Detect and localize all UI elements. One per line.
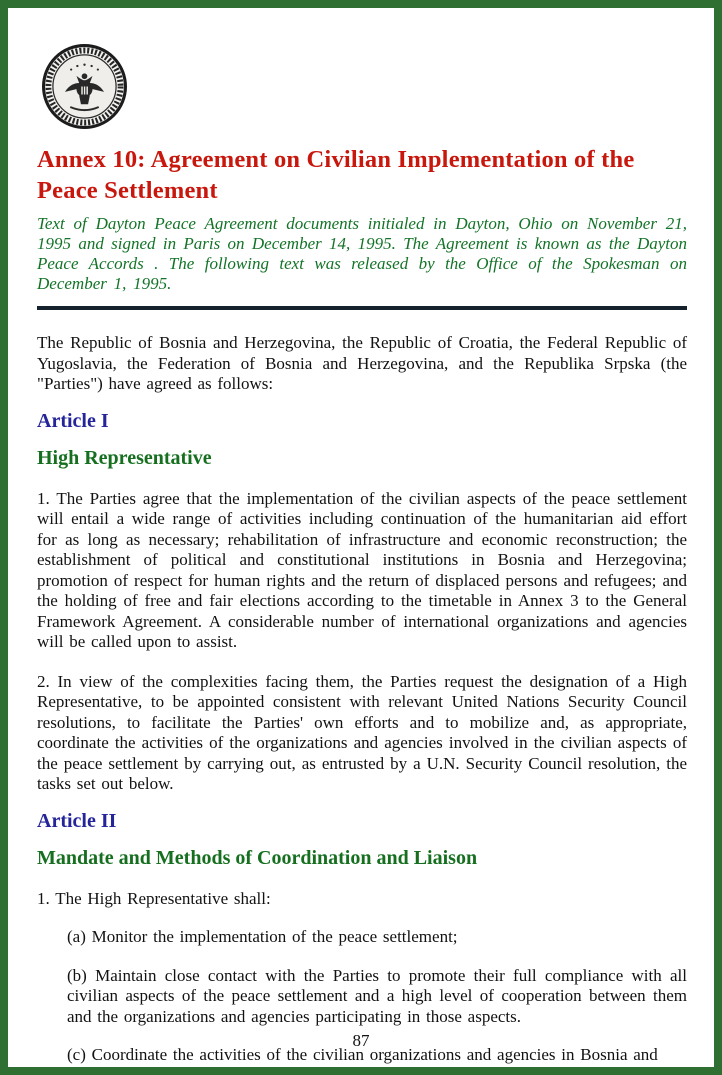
clause-b: (b) Maintain close contact with the Parties to promote their full compliance with all civilian aspects of the peace settlement and a high level of cooperation between them and the organizations and agencies participating in those aspects. (67, 965, 687, 1026)
intro-note: Text of Dayton Peace Agreement documents initialed in Dayton, Ohio on November 21, 1995 and signed in Paris on December 14, 1995. The Agreement is known as the Dayton Peace Accords . The following text was released by the Office of the Spokesman on December 1, 1995. (37, 214, 687, 293)
clause-a: (a) Monitor the implementation of the peace settlement; (67, 927, 458, 946)
preamble-paragraph: The Republic of Bosnia and Herzegovina, the Republic of Croatia, the Federal Republic of Yugoslavia, the Federation of Bosnia and Herzegovina, and the Republika Srpska (the "Parties") have agreed as follows: (37, 333, 687, 393)
article-2-subheading: Mandate and Methods of Coordination and Liaison (37, 846, 478, 869)
article-1-paragraph-1: 1. The Parties agree that the implementation of the civilian aspects of the peace settlement will entail a wide range of activities including continuation of the humanitarian aid effort for as long as necessary; rehabilitation of infrastructure and economic reconstruction; the establishment of political and constitutional institutions in Bosnia and Herzegovina; promotion of respect for human rights and the return of displaced persons and refugees; and the holding of free and fair elections according to the timetable in Annex 3 to the General Framework Agreement. A considerable number of international organizations and agencies will be called upon to assist. (37, 488, 687, 651)
article-2-intro: 1. The High Representative shall: (37, 888, 271, 908)
us-state-department-seal-icon (40, 42, 129, 131)
page-number: 87 (352, 1031, 370, 1050)
article-2-heading: Article II (37, 809, 117, 832)
article-1-paragraph-2: 2. In view of the complexities facing them, the Parties request the designation of a High Representative, to be appointed consistent with relevant United Nations Security Council resolutions, to facilitate the Parties' own efforts and to mobilize and, as appropriate, coordinate the activities of the organizations and agencies involved in the civilian aspects of the peace settlement by carrying out, as entrusted by a U.N. Security Council resolution, the tasks set out below. (37, 671, 687, 793)
article-1-subheading: High Representative (37, 446, 212, 469)
divider (37, 306, 687, 310)
clause-c: (c) Coordinate the activities of the civilian organizations and agencies in Bosnia and (67, 1045, 658, 1064)
page-title: Annex 10: Agreement on Civilian Implementation of the Peace Settlement (37, 146, 635, 204)
article-1-heading: Article I (37, 409, 109, 432)
